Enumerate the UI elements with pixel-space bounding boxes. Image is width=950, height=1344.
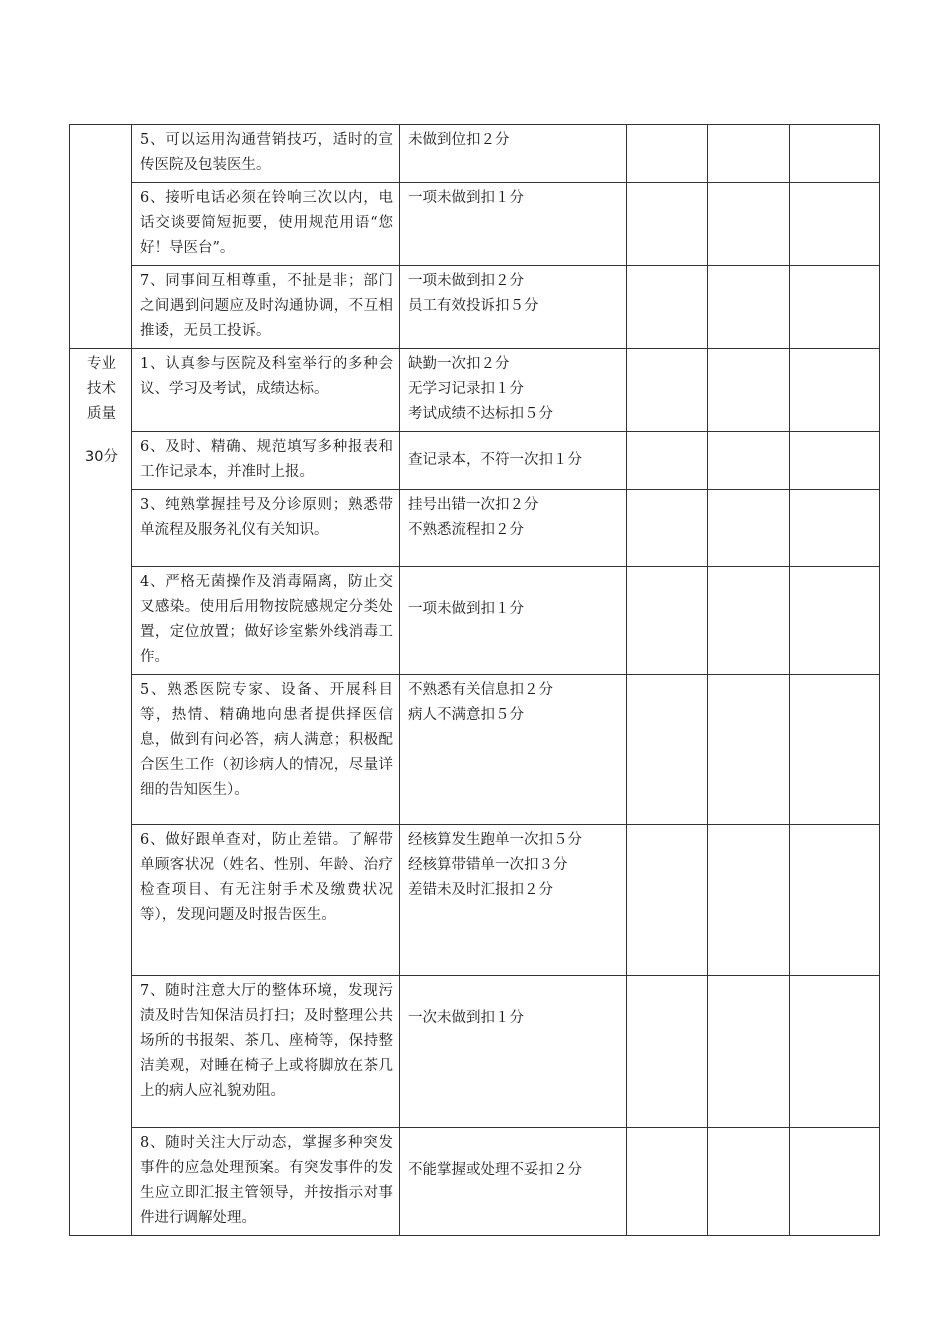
score-cell <box>790 567 880 675</box>
requirement-cell: 8、随时关注大厅动态，掌握多种突发事件的应急处理预案。有突发事件的发生应立即汇报主管领导，并按指示对事件进行调解处理。 <box>132 1128 400 1236</box>
table-row <box>70 490 880 567</box>
deduction-line: 差错未及时汇报扣２分 <box>408 882 553 898</box>
category-score: 30分 <box>85 449 118 465</box>
deduction-line: 考试成绩不达标扣５分 <box>408 406 553 422</box>
category-cell <box>70 349 132 1236</box>
deduction-cell <box>400 349 627 432</box>
deduction-line: 无学习记录扣１分 <box>408 381 524 397</box>
table-row <box>70 125 880 183</box>
table-row <box>70 266 880 349</box>
score-cell <box>790 432 880 490</box>
deduction-line: 经核算带错单一次扣３分 <box>408 857 568 873</box>
requirement-cell: 3、纯熟掌握挂号及分诊原则；熟悉带单流程及服务礼仪有关知识。 <box>132 490 400 567</box>
score-cell <box>790 976 880 1128</box>
deduction-line: 一次未做到扣１分 <box>408 1010 524 1026</box>
requirement-cell: 7、随时注意大厅的整体环境，发现污渍及时告知保洁员打扫；及时整理公共场所的书报架、茶几、座椅等，保持整洁美观，对睡在椅子上或将脚放在茶几上的病人应礼貌劝阻。 <box>132 976 400 1128</box>
deduction-cell <box>400 266 627 349</box>
deduction-cell <box>400 1128 627 1236</box>
score-cell <box>790 125 880 183</box>
score-cell <box>708 1128 790 1236</box>
score-cell <box>627 490 708 567</box>
score-cell <box>627 825 708 976</box>
table-row <box>70 675 880 825</box>
deduction-line: 不熟悉有关信息扣２分 <box>408 682 553 698</box>
score-cell <box>790 825 880 976</box>
score-cell <box>627 567 708 675</box>
deduction-cell <box>400 432 627 490</box>
requirement-cell: 5、熟悉医院专家、设备、开展科目等，热情、精确地向患者提供择医信息，做到有问必答，病人满意；积极配合医生工作（初诊病人的情况，尽量详细的告知医生）。 <box>132 675 400 825</box>
table-row <box>70 825 880 976</box>
table-row <box>70 349 880 432</box>
deduction-cell <box>400 183 627 266</box>
deduction-line: 挂号出错一次扣２分 <box>408 497 539 513</box>
score-cell <box>708 432 790 490</box>
score-cell <box>790 349 880 432</box>
requirement-cell: 5、可以运用沟通营销技巧，适时的宣传医院及包装医生。 <box>132 125 400 183</box>
score-cell <box>627 125 708 183</box>
deduction-line: 员工有效投诉扣５分 <box>408 298 539 314</box>
category-cell-empty <box>70 125 132 349</box>
deduction-line: 不能掌握或处理不妥扣２分 <box>408 1162 582 1178</box>
table-row <box>70 183 880 266</box>
score-cell <box>708 675 790 825</box>
requirement-cell: 4、严格无菌操作及消毒隔离，防止交叉感染。使用后用物按院感规定分类处置，定位放置；做好诊室紫外线消毒工作。 <box>132 567 400 675</box>
requirement-cell: 6、做好跟单查对，防止差错。了解带单顾客状况（姓名、性别、年龄、治疗检查项目、有无注射手术及缴费状况等），发现问题及时报告医生。 <box>132 825 400 976</box>
score-cell <box>790 675 880 825</box>
score-cell <box>708 976 790 1128</box>
score-cell <box>627 266 708 349</box>
score-cell <box>708 125 790 183</box>
category-label: 专业技术质量 <box>87 356 116 422</box>
score-cell <box>627 1128 708 1236</box>
deduction-cell <box>400 125 627 183</box>
score-cell <box>627 675 708 825</box>
requirement-cell: 6、接听电话必须在铃响三次以内，电话交谈要简短扼要，使用规范用语“您好！导医台”。 <box>132 183 400 266</box>
score-cell <box>708 183 790 266</box>
score-cell <box>790 490 880 567</box>
score-cell <box>627 349 708 432</box>
score-cell <box>708 266 790 349</box>
deduction-cell <box>400 976 627 1128</box>
score-cell <box>627 432 708 490</box>
requirement-cell: 6、及时、精确、规范填写多种报表和工作记录本，并准时上报。 <box>132 432 400 490</box>
deduction-line: 病人不满意扣５分 <box>408 707 524 723</box>
deduction-line: 一项未做到扣１分 <box>408 190 524 206</box>
deduction-line: 未做到位扣２分 <box>408 132 510 148</box>
requirement-cell: 1、认真参与医院及科室举行的多种会议、学习及考试，成绩达标。 <box>132 349 400 432</box>
score-cell <box>790 266 880 349</box>
table-row <box>70 432 880 490</box>
deduction-line: 经核算发生跑单一次扣５分 <box>408 832 582 848</box>
deduction-line: 缺勤一次扣２分 <box>408 356 510 372</box>
deduction-cell <box>400 675 627 825</box>
deduction-cell <box>400 490 627 567</box>
requirement-cell: 7、同事间互相尊重，不扯是非；部门之间遇到问题应及时沟通协调，不互相推诿，无员工投诉。 <box>132 266 400 349</box>
table-row <box>70 1128 880 1236</box>
score-cell <box>708 490 790 567</box>
score-cell <box>790 183 880 266</box>
deduction-cell <box>400 567 627 675</box>
table-row <box>70 976 880 1128</box>
score-cell <box>627 976 708 1128</box>
deduction-line: 查记录本，不符一次扣１分 <box>408 451 582 468</box>
deduction-cell <box>400 825 627 976</box>
deduction-line: 一项未做到扣２分 <box>408 273 524 289</box>
deduction-line: 不熟悉流程扣２分 <box>408 522 524 538</box>
score-cell <box>708 825 790 976</box>
score-cell <box>708 349 790 432</box>
score-cell <box>790 1128 880 1236</box>
deduction-line: 一项未做到扣１分 <box>408 601 524 617</box>
score-cell <box>708 567 790 675</box>
table-row <box>70 567 880 675</box>
assessment-table <box>69 124 880 1236</box>
score-cell <box>627 183 708 266</box>
